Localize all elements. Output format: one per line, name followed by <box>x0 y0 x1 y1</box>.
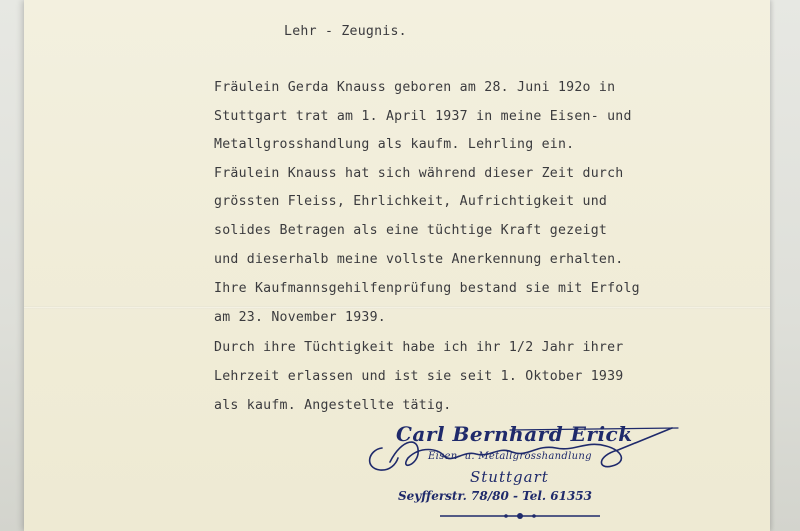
paper-fold-crease <box>24 306 770 309</box>
body-line: Lehrzeit erlassen und ist sie seit 1. Oktober 1939 <box>214 369 624 384</box>
body-line: grössten Fleiss, Ehrlichkeit, Aufrichtigkeit und <box>214 194 608 209</box>
body-line: und dieserhalb meine vollste Anerkennung erhalten. <box>214 252 624 267</box>
body-line: Stuttgart trat am 1. April 1937 in meine Eisen- und <box>214 109 632 124</box>
stamp-city: Stuttgart <box>470 468 549 486</box>
company-stamp <box>360 418 680 528</box>
body-line: Fräulein Knauss hat sich während dieser Zeit durch <box>214 166 624 181</box>
body-line: Ihre Kaufmannsgehilfenprüfung bestand sie mit Erfolg <box>214 281 640 296</box>
stamp-address: Seyfferstr. 78/80 - Tel. 61353 <box>398 489 592 503</box>
body-line: als kaufm. Angestellte tätig. <box>214 398 452 413</box>
stamp-company-name: Carl Bernhard Erick <box>396 422 633 446</box>
stamp-ornament-icon <box>420 510 620 522</box>
body-line: Metallgrosshandlung als kaufm. Lehrling ein. <box>214 137 575 152</box>
stamp-business-type: Eisen- u. Metallgrosshandlung <box>428 451 592 462</box>
body-line: am 23. November 1939. <box>214 310 386 325</box>
body-line: solides Betragen als eine tüchtige Kraft gezeigt <box>214 223 608 238</box>
document-heading: Lehr - Zeugnis. <box>284 24 407 39</box>
body-line: Durch ihre Tüchtigkeit habe ich ihr 1/2 Jahr ihrer <box>214 340 624 355</box>
handwritten-signature-icon <box>360 418 680 488</box>
body-line: Fräulein Gerda Knauss geboren am 28. Juni 192o in <box>214 80 616 95</box>
